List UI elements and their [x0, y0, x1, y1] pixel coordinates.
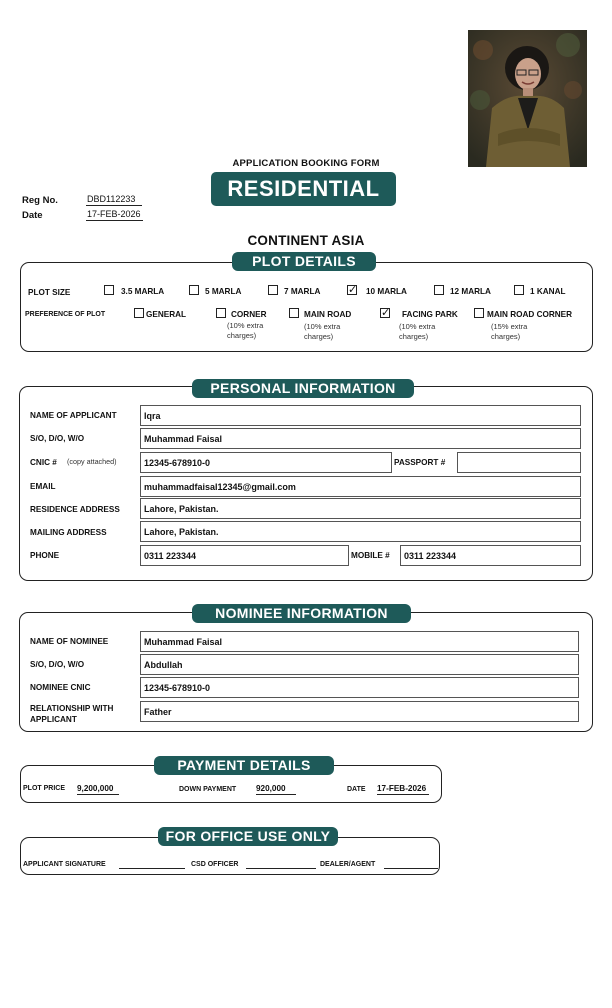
dealer-agent-label: DEALER/AGENT [320, 861, 376, 868]
nominee-cnic-field[interactable]: 12345-678910-0 [140, 677, 579, 698]
payment-date-label: DATE [347, 786, 366, 793]
preference-label: PREFERENCE OF PLOT [25, 311, 106, 318]
pref-option-label: FACING PARK [402, 310, 458, 319]
nominee-name-label: NAME OF NOMINEE [30, 637, 109, 646]
pref-note: charges) [304, 332, 334, 341]
date-value[interactable]: 17-FEB-2026 [86, 209, 143, 221]
applicant-signature-line[interactable] [119, 868, 185, 869]
size-option-label: 12 MARLA [450, 287, 491, 296]
applicant-name-field[interactable]: Iqra [140, 405, 581, 426]
date-label: Date [22, 210, 43, 221]
pref-checkbox-main-road-corner[interactable] [474, 308, 484, 318]
payment-title: PAYMENT DETAILS [154, 756, 334, 775]
pref-note: charges) [399, 332, 429, 341]
size-checkbox-5-marla[interactable] [189, 285, 199, 295]
size-checkbox-7-marla[interactable] [268, 285, 278, 295]
size-checkbox-10-marla[interactable] [347, 285, 357, 295]
category-banner: RESIDENTIAL [211, 172, 396, 206]
plot-size-label: PLOT SIZE [28, 288, 71, 297]
applicant-relation-label: S/O, D/O, W/O [30, 434, 85, 443]
residence-field[interactable]: Lahore, Pakistan. [140, 498, 581, 519]
pref-note: charges) [227, 331, 257, 340]
email-label: EMAIL [30, 482, 56, 491]
size-option-label: 3.5 MARLA [121, 287, 165, 296]
nominee-name-field[interactable]: Muhammad Faisal [140, 631, 579, 652]
applicant-name-label: NAME OF APPLICANT [30, 411, 117, 420]
csd-officer-label: CSD OFFICER [191, 861, 239, 868]
nominee-relation-field[interactable]: Abdullah [140, 654, 579, 675]
applicant-signature-label: APPLICANT SIGNATURE [23, 861, 106, 868]
size-option-label: 1 KANAL [530, 287, 566, 296]
pref-checkbox-facing-park[interactable] [380, 308, 390, 318]
csd-officer-line[interactable] [246, 868, 316, 869]
nominee-relationship-label: RELATIONSHIP WITH [30, 704, 114, 713]
project-name: CONTINENT ASIA [247, 233, 365, 248]
pref-note: (15% extra [491, 322, 528, 331]
pref-checkbox-general[interactable] [134, 308, 144, 318]
down-payment-label: DOWN PAYMENT [179, 786, 237, 793]
mobile-label: MOBILE # [351, 551, 390, 560]
passport-field[interactable] [457, 452, 581, 473]
pref-option-label: GENERAL [146, 310, 187, 319]
reg-no-value[interactable]: DBD112233 [86, 194, 142, 206]
pref-option-label: MAIN ROAD [304, 310, 352, 319]
mobile-field[interactable]: 0311 223344 [400, 545, 581, 566]
mailing-field[interactable]: Lahore, Pakistan. [140, 521, 581, 542]
pref-checkbox-corner[interactable] [216, 308, 226, 318]
dealer-agent-line[interactable] [384, 868, 438, 869]
nominee-relation-label: S/O, D/O, W/O [30, 660, 85, 669]
pref-option-label: MAIN ROAD CORNER [487, 310, 573, 319]
pref-checkbox-main-road[interactable] [289, 308, 299, 318]
down-payment-value[interactable]: 920,000 [256, 784, 296, 795]
pref-note: (10% extra [227, 321, 264, 330]
cnic-label: CNIC # [30, 458, 57, 467]
size-option-label: 7 MARLA [284, 287, 321, 296]
email-field[interactable]: muhammadfaisal12345@gmail.com [140, 476, 581, 497]
size-checkbox-1-kanal[interactable] [514, 285, 524, 295]
size-option-label: 5 MARLA [205, 287, 242, 296]
nominee-info-title: NOMINEE INFORMATION [192, 604, 411, 623]
phone-field[interactable]: 0311 223344 [140, 545, 349, 566]
personal-info-title: PERSONAL INFORMATION [192, 379, 414, 398]
plot-price-label: PLOT PRICE [23, 785, 66, 792]
applicant-relation-field[interactable]: Muhammad Faisal [140, 428, 581, 449]
pref-note: (10% extra [304, 322, 341, 331]
office-use-title: FOR OFFICE USE ONLY [158, 827, 338, 846]
cnic-field[interactable]: 12345-678910-0 [140, 452, 392, 473]
phone-label: PHONE [30, 551, 60, 560]
mailing-label: MAILING ADDRESS [30, 528, 107, 537]
nominee-relationship-label: APPLICANT [30, 715, 77, 724]
size-checkbox-12-marla[interactable] [434, 285, 444, 295]
pref-note: charges) [491, 332, 521, 341]
size-option-label: 10 MARLA [366, 287, 407, 296]
cnic-note: (copy attached) [67, 457, 117, 466]
form-title: APPLICATION BOOKING FORM [232, 158, 380, 169]
plot-price-value[interactable]: 9,200,000 [77, 784, 119, 795]
pref-note: (10% extra [399, 322, 436, 331]
payment-date-value[interactable]: 17-FEB-2026 [377, 784, 429, 795]
passport-label: PASSPORT # [394, 458, 446, 467]
size-checkbox-3-5-marla[interactable] [104, 285, 114, 295]
nominee-cnic-label: NOMINEE CNIC [30, 683, 91, 692]
pref-option-label: CORNER [231, 310, 267, 319]
applicant-photo [468, 30, 587, 167]
residence-label: RESIDENCE ADDRESS [30, 505, 120, 514]
nominee-relationship-field[interactable]: Father [140, 701, 579, 722]
reg-no-label: Reg No. [22, 195, 58, 206]
plot-details-title: PLOT DETAILS [232, 252, 376, 271]
